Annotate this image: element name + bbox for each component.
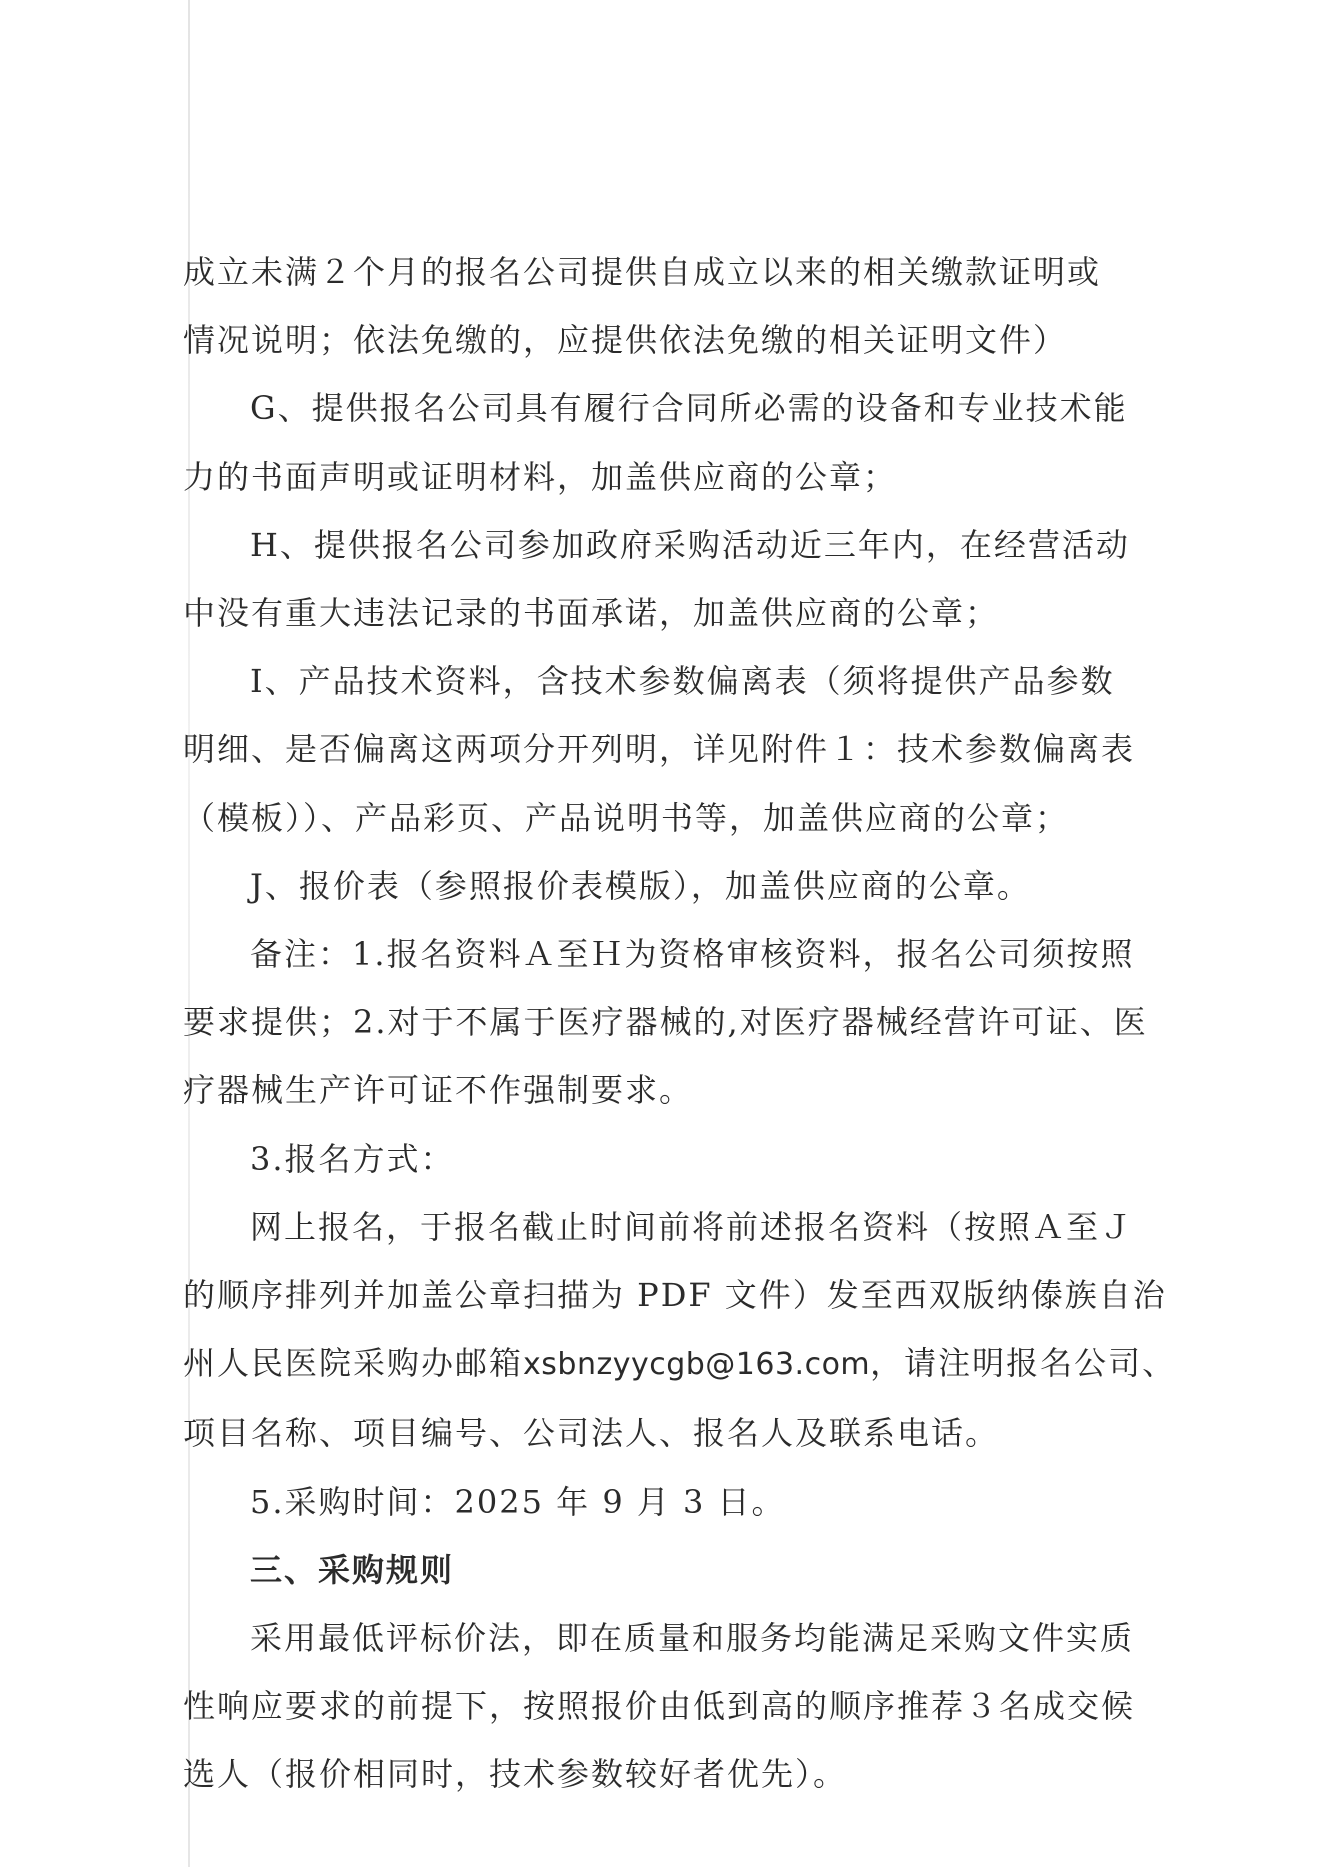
note-line-2: 要求提供；2.对于不属于医疗器械的,对医疗器械经营许可证、医: [183, 1003, 1148, 1042]
rules-line-3: 选人（报价相同时，技术参数较好者优先）。: [183, 1755, 848, 1794]
registration-method-line-3-prefix: 州人民医院采购办邮箱: [183, 1344, 524, 1383]
registration-method-line-3: [183, 1329, 1177, 1399]
paragraph-h-line-1: H、提供报名公司参加政府采购活动近三年内，在经营活动: [250, 525, 1130, 564]
note-line-3: 疗器械生产许可证不作强制要求。: [183, 1071, 694, 1110]
rules-line-1: 采用最低评标价法，即在质量和服务均能满足采购文件实质: [250, 1619, 1135, 1658]
registration-method-line-3-suffix: ，请注明报名公司、: [870, 1344, 1177, 1383]
paragraph-g-line-1: G、提供报名公司具有履行合同所必需的设备和专业技术能: [250, 389, 1128, 428]
note-line-1: 备注：1.报名资料Ａ至Ｈ为资格审核资料，报名公司须按照: [250, 935, 1135, 974]
registration-method-line-1: 网上报名，于报名截止时间前将前述报名资料（按照Ａ至Ｊ: [250, 1207, 1135, 1246]
paragraph-f-line-2: 情况说明；依法免缴的，应提供依法免缴的相关证明文件）: [183, 321, 1068, 360]
section-heading-procurement-rules: 三、采购规则: [250, 1550, 455, 1589]
paragraph-j-line-1: J、报价表（参照报价表模版），加盖供应商的公章。: [250, 866, 1031, 905]
paragraph-f-line-1: 成立未满２个月的报名公司提供自成立以来的相关缴款证明或: [183, 253, 1102, 291]
document-page: [183, 238, 1177, 1809]
registration-method-line-4: 项目名称、项目编号、公司法人、报名人及联系电话。: [183, 1414, 1000, 1453]
procurement-email: xsbnzyycgb@163.com: [523, 1347, 871, 1383]
paragraph-i-line-3: （模板））、产品彩页、产品说明书等，加盖供应商的公章；: [183, 798, 1070, 837]
paragraph-i-line-1: I、产品技术资料，含技术参数偏离表（须将提供产品参数: [250, 662, 1115, 701]
paragraph-h-line-2: 中没有重大违法记录的书面承诺，加盖供应商的公章；: [183, 594, 1000, 633]
registration-method-line-2: 的顺序排列并加盖公章扫描为 PDF 文件）发至西双版纳傣族自治: [183, 1276, 1167, 1315]
paragraph-i-line-2: 明细、是否偏离这两项分开列明，详见附件１：技术参数偏离表: [183, 730, 1136, 769]
rules-line-2: 性响应要求的前提下，按照报价由低到高的顺序推荐３名成交候: [183, 1687, 1136, 1726]
paragraph-g-line-2: 力的书面声明或证明材料，加盖供应商的公章；: [183, 457, 898, 496]
procurement-time: 5.采购时间：2025 年 9 月 3 日。: [250, 1482, 786, 1521]
registration-method-title: 3.报名方式：: [250, 1139, 455, 1178]
